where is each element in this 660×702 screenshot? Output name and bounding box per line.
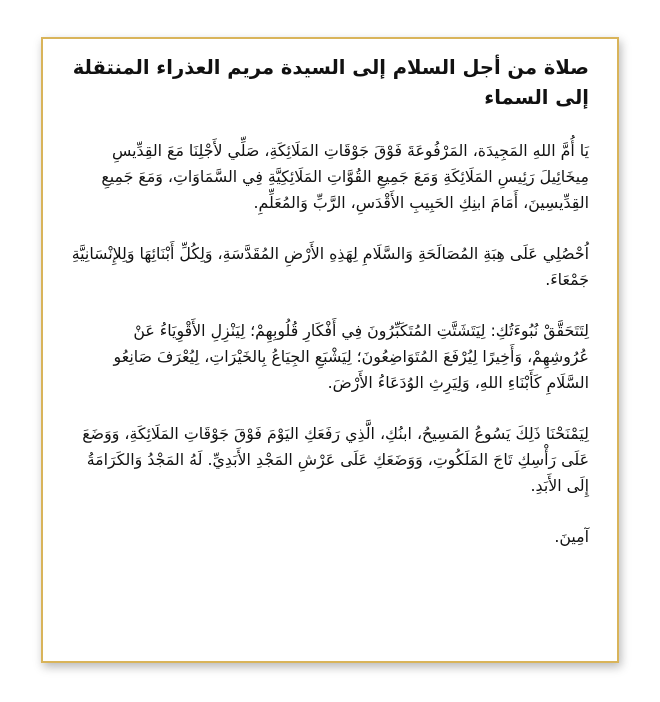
prayer-paragraph-4: لِيَمْنَحْنَا ذَلِكَ يَسُوعُ المَسِيحُ، ابنُكِ، الَّذِي رَفَعَكِ اليَوْمَ فَوْقَ جَوْقَاتِ المَلَائِكَةِ، وَوَضَعَ عَلَى رَأْسِكِ تَاجَ المَلَكُوتِ، وَوَضَعَكِ عَلَى عَرْشِ المَجْدِ الأَبَدِيِّ. لَهُ المَجْدُ وَالكَرَامَةُ إِلَى الأَبَدِ. — [82, 424, 589, 495]
prayer-amen: آمِينَ. — [554, 527, 589, 546]
prayer-body — [71, 138, 589, 550]
prayer-paragraph-1: يَا أُمَّ اللهِ المَجِيدَة، المَرْفُوعَةَ فَوْقَ جَوْقَاتِ المَلَائِكَةِ، صَلِّي لأَجْلِنَا مَعَ القِدِّيسِ مِيخَائِيلَ رَئِيسِ المَلَائِكَةِ وَمَعَ جَمِيعِ القُوَّاتِ المَلَائِكِيَّةِ فِي السَّمَاوَاتِ، وَمَعَ جَمِيعِ القِدِّيسِينَ، أَمَامَ ابنِكِ الحَبِيبِ الأَقْدَسِ، الرَّبِّ وَالمُعَلِّمِ. — [101, 141, 589, 212]
prayer-title: صلاة من أجل السلام إلى السيدة مريم العذراء المنتقلة إلى السماء — [72, 56, 589, 109]
prayer-paragraph-3: لِتَتَحَقَّقْ نُبُوءَتُكِ: لِيَتَشَتَّتِ المُتَكَبِّرُونَ فِي أَفْكَارِ قُلُوبِهِمْ؛ لِيَنْزِلِ الأَقْوِيَاءُ عَنْ عُرُوشِهِمْ، وَأَخِيرًا لِيُرْفَعَ المُتَوَاضِعُونَ؛ لِيَشْبَعِ الجِيَاعُ بِالخَيْرَاتِ، لِيُعْرَفَ صَانِعُو السَّلَامِ كَأَبْنَاءِ اللهِ، وَلِيَرِثِ الوُدَعَاءُ الأَرْضَ. — [113, 321, 589, 392]
prayer-card — [41, 37, 619, 663]
prayer-paragraph-2: اُحْصُلِي عَلَى هِبَةِ المُصَالَحَةِ وَالسَّلَامِ لِهَذِهِ الأَرْضِ المُقَدَّسَةِ، وَلِكُلِّ أَبْنَائِهَا وَلِلإِنْسَانِيَّةِ جَمْعَاءَ. — [71, 244, 589, 289]
